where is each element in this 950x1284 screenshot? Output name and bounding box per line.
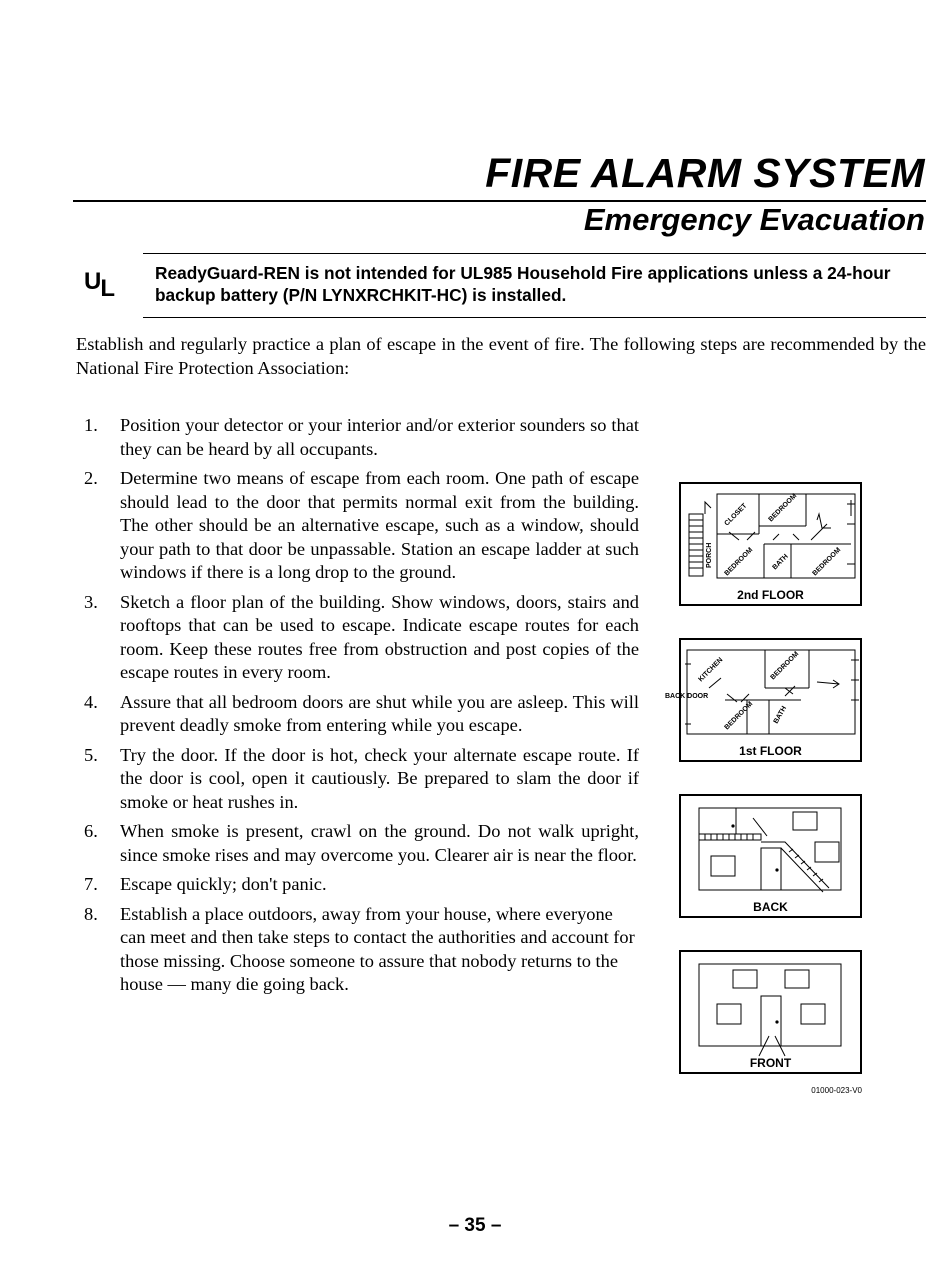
page-subtitle: Emergency Evacuation (583, 202, 925, 237)
step-number: 4. (84, 691, 98, 712)
house-back-view (679, 794, 862, 918)
step-number: 2. (84, 468, 98, 488)
figure-caption: FRONT (749, 1056, 792, 1070)
step-text: Assure that all bedroom doors are shut while you are asleep. This will prevent deadly smoke from entering while you escape. (120, 691, 639, 735)
figure-caption: 2nd FLOOR (737, 588, 804, 602)
step-number: 3. (84, 591, 98, 612)
floor-plan-1st-floor-drawing (665, 640, 860, 760)
ul-notice-text: ReadyGuard-REN is not intended for UL985 Household Fire applications unless a 24-hour backup battery (P/N LYNXRCHKIT-HC) is installed. (155, 263, 891, 305)
step-text: Determine two means of escape from each room. One path of escape should lead to the door that permits normal exit from the building. The other should be an alternative escape, such as a window, should your path to that door be unpassable. Station an escape ladder at such windows if there is a long drop to the ground. (120, 468, 639, 582)
floor-plan-1st-floor (665, 638, 862, 762)
label-bedroom-bottom: BEDROOM (723, 700, 755, 732)
page-title: FIRE ALARM SYSTEM (485, 150, 925, 196)
house-back-view-drawing (681, 796, 860, 916)
label-porch: PORCH (706, 542, 713, 568)
step-text: When smoke is present, crawl on the ground. Do not walk upright, since smoke rises and may overcome you. Clearer air is near the floor. (120, 821, 639, 865)
step-number: 8. (84, 903, 98, 924)
step-number: 5. (84, 744, 98, 765)
label-bedroom-top: BEDROOM (769, 650, 801, 682)
step-number: 1. (84, 415, 98, 435)
ul-logo (84, 268, 115, 302)
house-front-view (679, 950, 862, 1074)
list-item (76, 820, 639, 867)
label-bedroom-top: BEDROOM (767, 492, 799, 524)
figure-caption: 1st FLOOR (739, 744, 802, 758)
step-text: Sketch a floor plan of the building. Show windows, doors, stairs and rooftops that can be used to escape. Indicate escape routes for each room. Keep these routes free from obstruction and post copies of the escape routes in every room. (120, 591, 639, 682)
list-item (76, 744, 639, 815)
label-kitchen: KITCHEN (697, 656, 725, 684)
page-number: – 35 – (448, 1215, 502, 1236)
list-item (76, 903, 639, 997)
label-closet: CLOSET (723, 502, 749, 528)
step-text: Position your detector or your interior and/or exterior sounders so that they can be heard by all occupants. (120, 415, 639, 459)
notice-top-divider (143, 253, 926, 254)
label-bedroom-right: BEDROOM (811, 546, 843, 578)
label-bedroom-left: BEDROOM (723, 546, 755, 578)
step-number: 7. (84, 874, 98, 894)
floor-plan-2nd-floor (679, 482, 862, 606)
step-text: Escape quickly; don't panic. (120, 874, 327, 894)
notice-bottom-divider (143, 317, 926, 318)
house-front-view-drawing (681, 952, 860, 1072)
label-back-door: BACK DOOR (665, 693, 709, 700)
step-text: Try the door. If the door is hot, check your alternate escape route. If the door is cool, open it cautiously. Be prepared to slam the door if smoke or heat rushes in. (120, 744, 639, 812)
list-item (76, 414, 639, 461)
label-bath: BATH (771, 553, 790, 572)
list-item (76, 691, 639, 738)
list-item (76, 591, 639, 685)
step-text: Establish a place outdoors, away from your house, where everyone can meet and then take steps to contact the authorities and account for those missing. Choose someone to assure that nobody returns to the house — many die going back. (120, 903, 635, 994)
escape-steps-list (76, 414, 639, 1003)
list-item (76, 873, 639, 897)
intro-paragraph: Establish and regularly practice a plan of escape in the event of fire. The following steps are recommended by the National Fire Protection Association: (76, 334, 926, 378)
floor-plan-2nd-floor-drawing (681, 484, 860, 604)
list-item (76, 467, 639, 585)
figure-code: 01000-023-V0 (811, 1086, 862, 1095)
label-bath: BATH (772, 705, 789, 725)
figure-caption: BACK (753, 900, 788, 914)
step-number: 6. (84, 821, 98, 841)
ul-logo-text: UL (84, 268, 115, 302)
